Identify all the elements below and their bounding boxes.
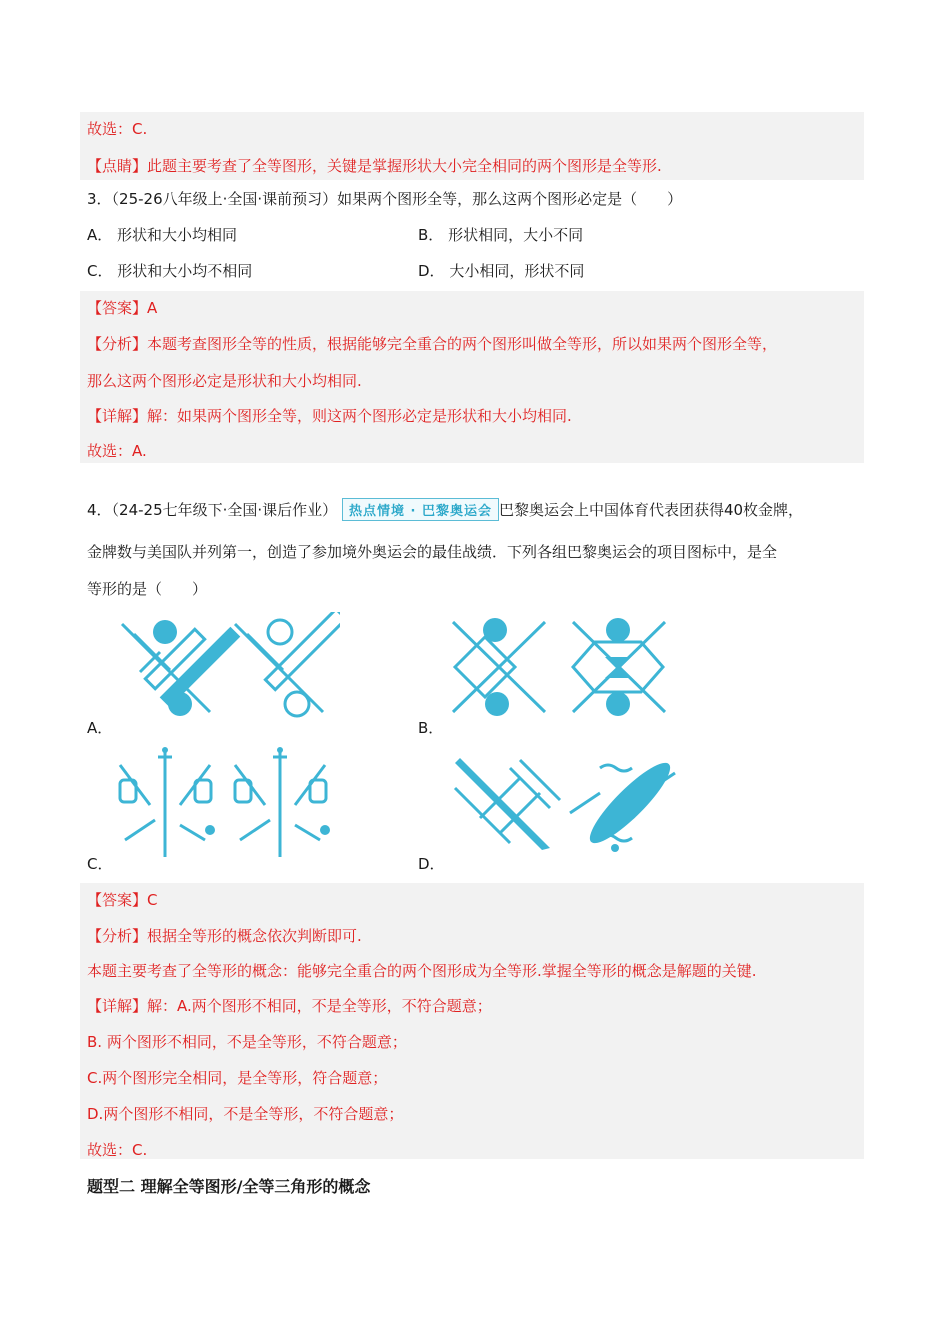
option-b-label: B． bbox=[418, 719, 444, 737]
q3-stem: 3．（25-26八年级上·全国·课前预习）如果两个图形全等，那么这两个图形必定是（ ） bbox=[87, 190, 683, 208]
q4-detail-a: 【详解】解：A.两个图形不相同，不是全等形，不符合题意； bbox=[87, 997, 492, 1015]
option-a-figure bbox=[110, 612, 340, 722]
q3-option-a: A． 形状和大小均相同 bbox=[87, 226, 238, 244]
q3-answer: 【答案】A bbox=[87, 299, 158, 317]
q4-stem-line1: 4．（24-25七年级下·全国·课后作业） 热点情境 · 巴黎奥运会 巴黎奥运会上中国体育代表团获得40枚金牌， bbox=[87, 498, 803, 521]
rowing-canoe-icons bbox=[450, 748, 690, 858]
q3-analysis-line2: 那么这两个图形必定是形状和大小均相同. bbox=[87, 372, 362, 390]
fencing-icons bbox=[110, 745, 340, 860]
option-b-figure bbox=[445, 612, 685, 722]
option-d-figure bbox=[450, 748, 690, 858]
option-c-figure bbox=[110, 745, 340, 860]
prev-conclusion: 故选：C. bbox=[87, 120, 148, 138]
option-a-label: A． bbox=[87, 719, 113, 737]
martial-arts-icons bbox=[445, 612, 685, 722]
q3-option-b: B． 形状相同，大小不同 bbox=[418, 226, 584, 244]
q4-stem-line3: 等形的是（ ） bbox=[87, 580, 208, 598]
q3-option-c: C． 形状和大小均不相同 bbox=[87, 262, 253, 280]
q3-analysis-line1: 【分析】本题考查图形全等的性质，根据能够完全重合的两个图形叫做全等形，所以如果两个图形全等， bbox=[87, 335, 778, 353]
q3-detail: 【详解】解：如果两个图形全等，则这两个图形必定是形状和大小均相同. bbox=[87, 407, 572, 425]
option-d-label: D． bbox=[418, 855, 445, 873]
volleyball-icons bbox=[110, 612, 340, 722]
q4-conclusion: 故选：C. bbox=[87, 1141, 148, 1159]
q4-analysis: 【分析】根据全等形的概念依次判断即可. bbox=[87, 927, 362, 945]
hot-topic-tag: 热点情境 · 巴黎奥运会 bbox=[342, 498, 499, 521]
q4-answer: 【答案】C bbox=[87, 891, 158, 909]
prev-comment: 【点睛】此题主要考查了全等图形，关键是掌握形状大小完全相同的两个图形是全等形. bbox=[87, 157, 662, 175]
q4-stem-line2: 金牌数与美国队并列第一，创造了参加境外奥运会的最佳战绩．下列各组巴黎奥运会的项目图标中，是全 bbox=[87, 543, 778, 561]
q4-detail-d: D.两个图形不相同，不是全等形，不符合题意； bbox=[87, 1105, 404, 1123]
section-heading: 题型二 理解全等图形/全等三角形的概念 bbox=[87, 1177, 371, 1196]
q4-detail-b: B. 两个图形不相同，不是全等形，不符合题意； bbox=[87, 1033, 407, 1051]
q4-detail-c: C.两个图形完全相同，是全等形，符合题意； bbox=[87, 1069, 388, 1087]
q3-option-d: D． 大小相同，形状不同 bbox=[418, 262, 585, 280]
q3-conclusion: 故选：A. bbox=[87, 442, 147, 460]
q4-summary: 本题主要考查了全等形的概念：能够完全重合的两个图形成为全等形.掌握全等形的概念是解题的关键. bbox=[87, 962, 757, 980]
option-c-label: C． bbox=[87, 855, 113, 873]
